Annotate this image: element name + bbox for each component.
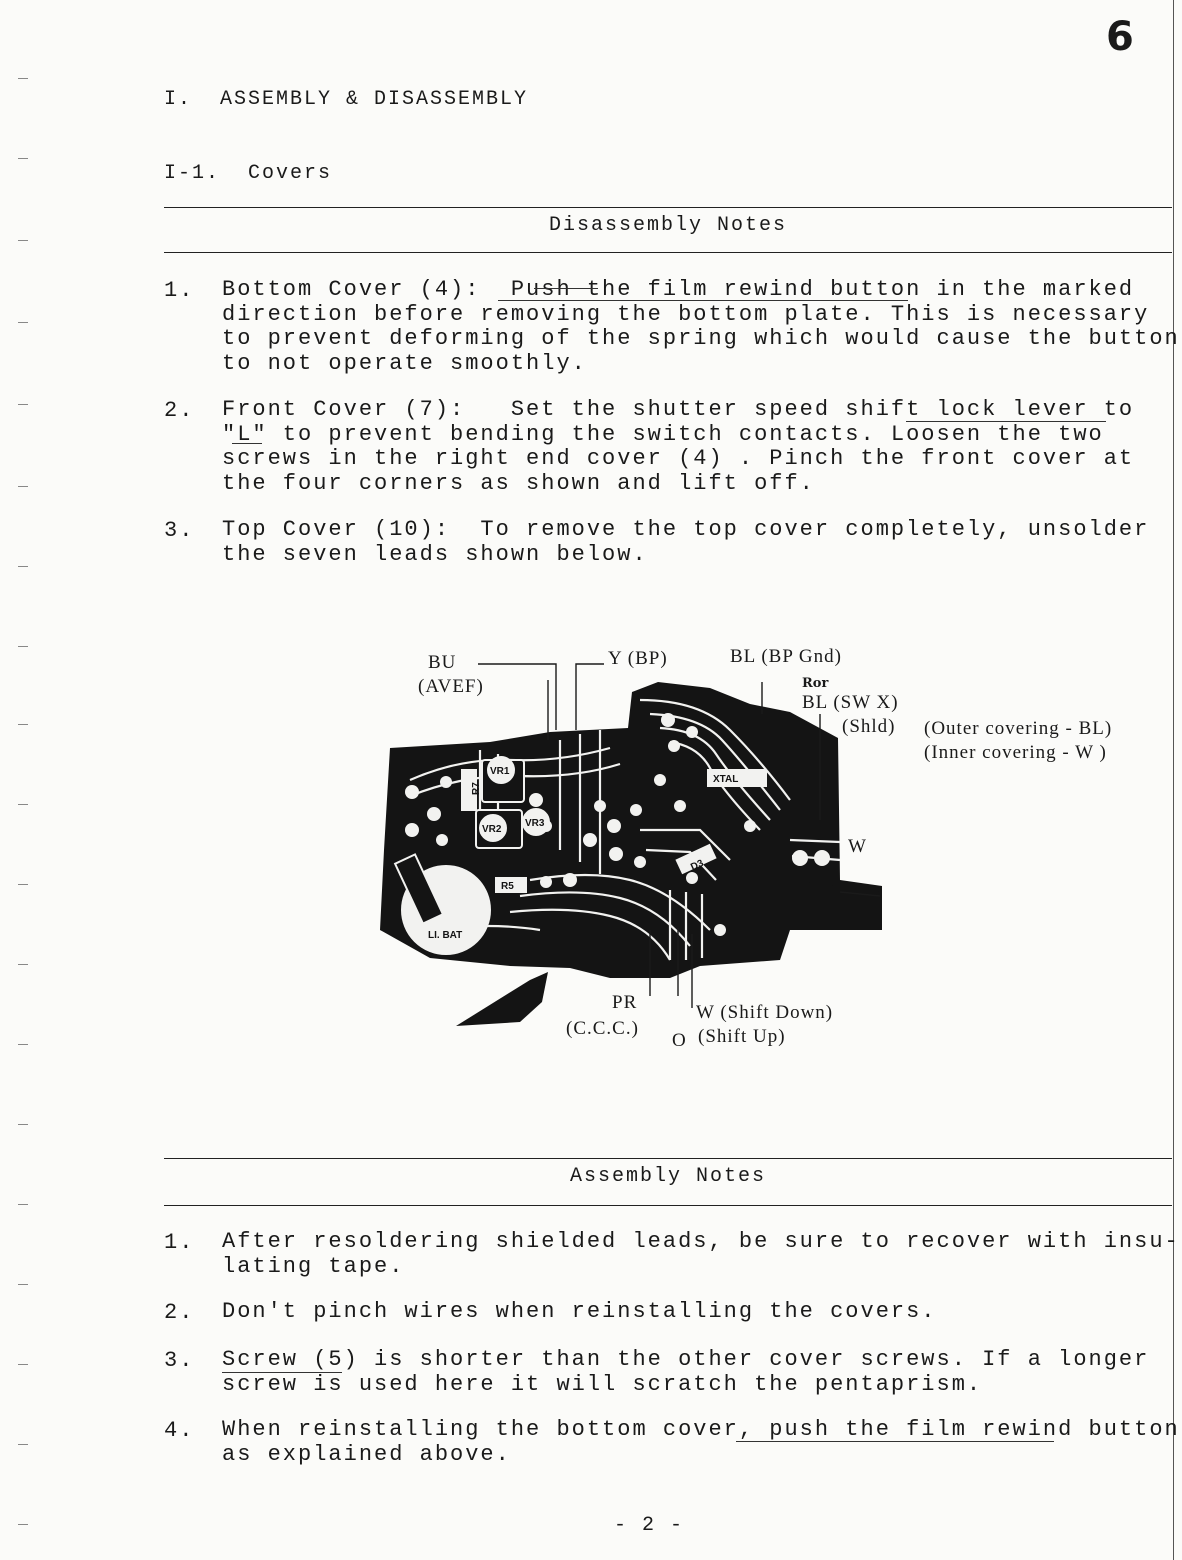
circuit-diagram [370, 630, 1182, 1070]
underline-mark [498, 300, 908, 301]
subsection-heading: I-1. Covers [164, 162, 333, 185]
label-bl-sw-x: BL (SW X) [802, 692, 899, 713]
handwritten-page-mark: 6 [1106, 14, 1134, 60]
assembly-notes-title: Assembly Notes [569, 1165, 767, 1188]
flex-tail [456, 972, 548, 1026]
item-text: Bottom Cover (4): Push the film rewind button in the marked direction before removing the bottom plate. This is necessary to prevent deforming of the spring which would cause the button to not operate smoothly. [222, 277, 1180, 376]
board-label-d3: D3 [689, 857, 706, 874]
board-label-vr2: VR2 [482, 824, 502, 835]
item-text: Front Cover (7): Set the shutter speed shift lock lever to "L" to prevent bending the switch contacts. Loosen the two screws in the right end cover (4) . Pinch the front cover at the four corners as shown and lift off. [222, 397, 1135, 496]
board-label-xtal: XTAL [713, 774, 739, 785]
item-number: 3. [164, 1348, 195, 1373]
item-number: 1. [164, 1230, 195, 1255]
label-pr: PR [612, 992, 638, 1013]
item-text: Screw (5) is shorter than the other cover screws. If a longer screw is used here it will scratch the pentaprism. [222, 1347, 1150, 1397]
board-label-r7: R7 [471, 782, 482, 795]
label-y-bp: Y (BP) [608, 648, 668, 669]
item-text: Don't pinch wires when reinstalling the covers. [222, 1299, 937, 1324]
underline-mark [906, 421, 1106, 422]
label-outer-covering: (Outer covering - BL) [924, 718, 1113, 739]
underline-mark [232, 443, 262, 444]
label-handwritten-ror: Ror [802, 676, 829, 691]
board-label-battery: LI. BAT [428, 930, 463, 941]
label-shift-up: (Shift Up) [698, 1026, 786, 1047]
label-avef: (AVEF) [418, 676, 484, 697]
label-o: O [672, 1030, 687, 1051]
disassembly-rule [164, 252, 1172, 253]
item-number: 1. [164, 278, 195, 303]
item-number: 2. [164, 1300, 195, 1325]
page-number: - 2 - [613, 1514, 684, 1537]
board-label-vr1: VR1 [490, 766, 510, 777]
board-label-r5: R5 [501, 881, 514, 892]
assembly-top-rule [164, 1158, 1172, 1159]
section-heading: I. ASSEMBLY & DISASSEMBLY [164, 88, 529, 111]
item-number: 3. [164, 518, 195, 543]
underline-mark [222, 1372, 342, 1373]
label-inner-covering: (Inner covering - W ) [924, 742, 1107, 763]
disassembly-notes-title: Disassembly Notes [548, 214, 788, 237]
item-text: After resoldering shielded leads, be sure to recover with insu- lating tape. [222, 1229, 1180, 1279]
strike-mark [534, 288, 598, 289]
board-label-vr3: VR3 [525, 818, 545, 829]
label-ccc: (C.C.C.) [566, 1018, 639, 1039]
underline-mark [736, 1441, 1054, 1442]
assembly-rule [164, 1205, 1172, 1206]
top-rule [164, 207, 1172, 208]
label-w-shift-down: W (Shift Down) [696, 1002, 834, 1023]
label-bu: BU [428, 652, 457, 673]
item-text: Top Cover (10): To remove the top cover completely, unsolder the seven leads shown below. [222, 517, 1150, 567]
item-text: When reinstalling the bottom cover, push the film rewind button as explained above. [222, 1417, 1180, 1467]
label-shld: (Shld) [842, 716, 896, 737]
label-bl-bp-gnd: BL (BP Gnd) [730, 646, 842, 667]
item-number: 4. [164, 1418, 195, 1443]
item-number: 2. [164, 398, 195, 423]
label-w: W [848, 836, 867, 857]
